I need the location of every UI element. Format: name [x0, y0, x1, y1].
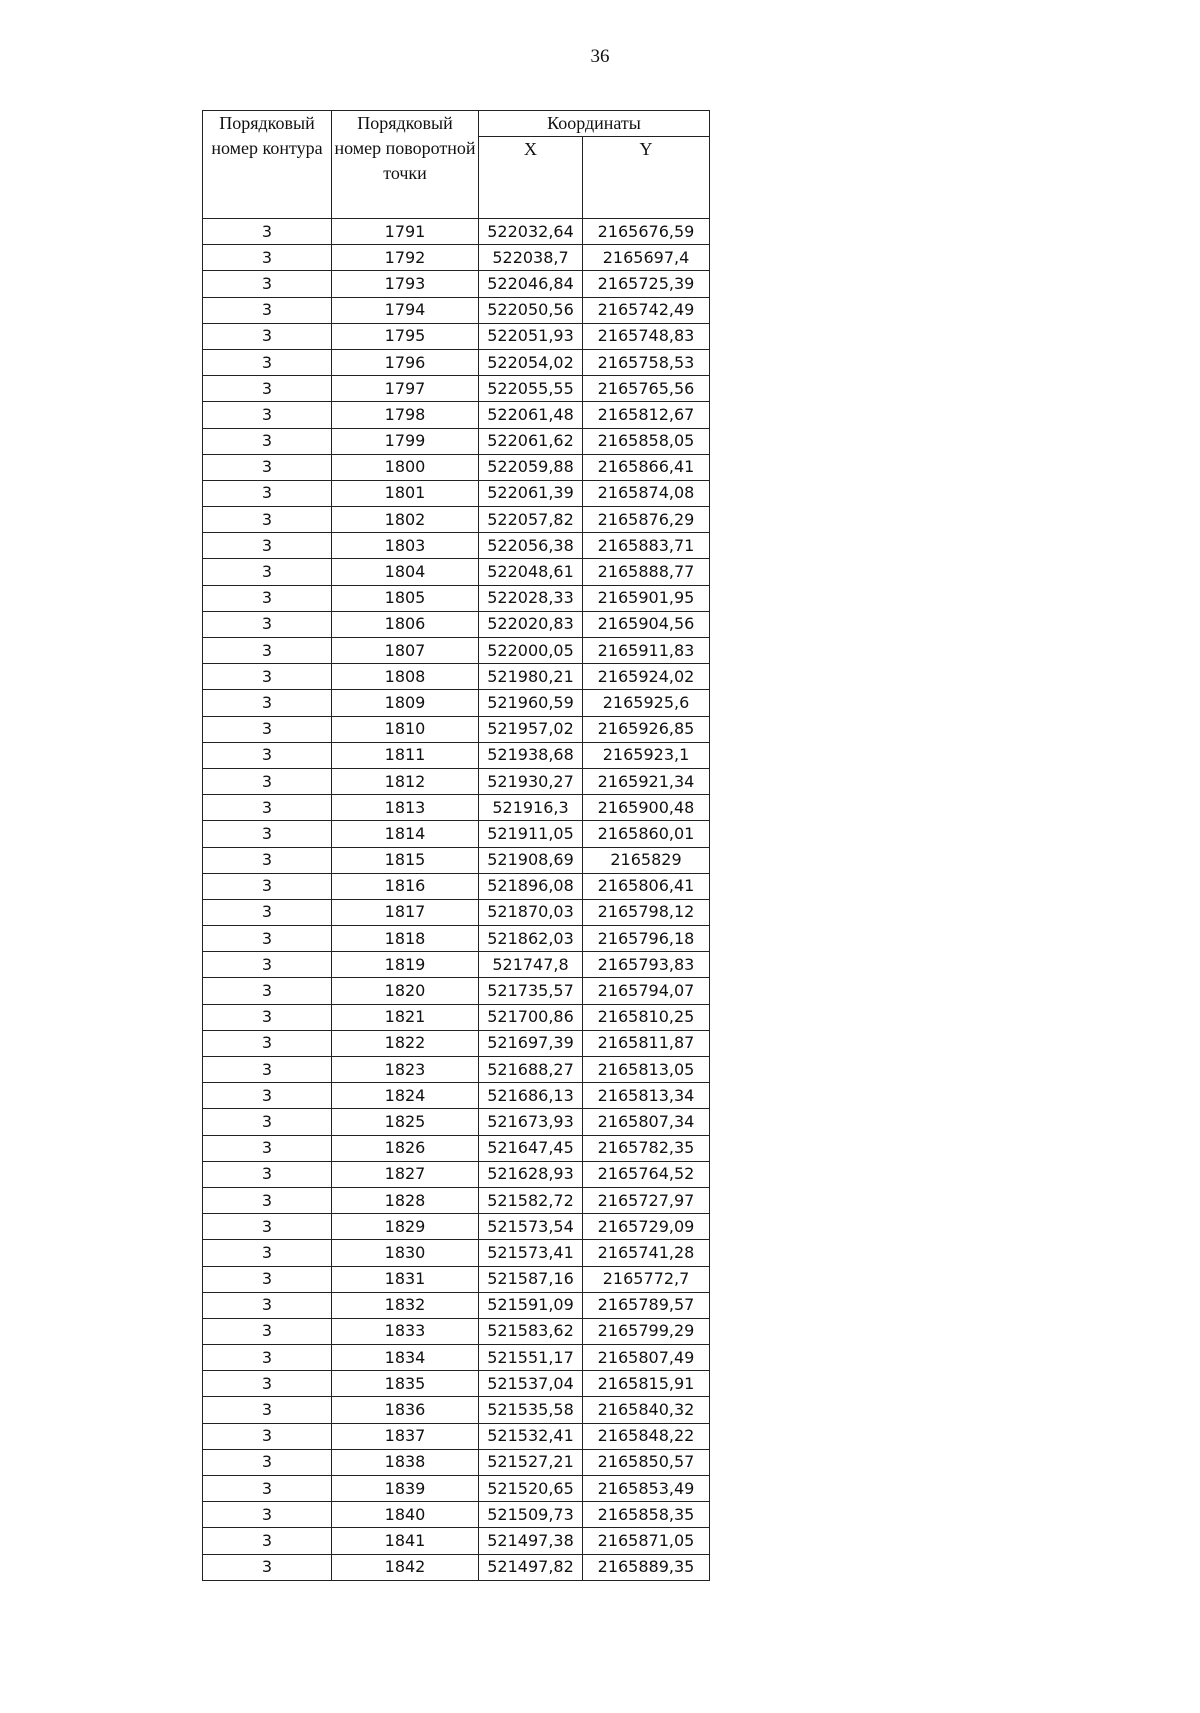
- point-number-cell: 1791: [332, 219, 479, 245]
- x-coordinate-cell: 521628,93: [479, 1161, 583, 1187]
- x-coordinate-cell: 521551,17: [479, 1345, 583, 1371]
- table-row: [203, 978, 710, 1004]
- x-coordinate-cell: 522046,84: [479, 271, 583, 297]
- contour-number-cell: 3: [203, 349, 332, 375]
- y-coordinate-cell: 2165848,22: [583, 1423, 710, 1449]
- contour-number-cell: 3: [203, 219, 332, 245]
- y-coordinate-cell: 2165911,83: [583, 638, 710, 664]
- table-row: [203, 873, 710, 899]
- x-coordinate-cell: 521896,08: [479, 873, 583, 899]
- header-y: Y: [583, 137, 710, 219]
- contour-number-cell: 3: [203, 507, 332, 533]
- x-coordinate-cell: 521497,38: [479, 1528, 583, 1554]
- contour-number-cell: 3: [203, 873, 332, 899]
- y-coordinate-cell: 2165921,34: [583, 768, 710, 794]
- x-coordinate-cell: 522056,38: [479, 533, 583, 559]
- y-coordinate-cell: 2165889,35: [583, 1554, 710, 1580]
- contour-number-cell: 3: [203, 1476, 332, 1502]
- point-number-cell: 1820: [332, 978, 479, 1004]
- table-row: [203, 585, 710, 611]
- table-row: [203, 1266, 710, 1292]
- x-coordinate-cell: 521587,16: [479, 1266, 583, 1292]
- table-row: [203, 690, 710, 716]
- point-number-cell: 1809: [332, 690, 479, 716]
- x-coordinate-cell: 521700,86: [479, 1004, 583, 1030]
- contour-number-cell: 3: [203, 402, 332, 428]
- contour-number-cell: 3: [203, 376, 332, 402]
- contour-number-cell: 3: [203, 978, 332, 1004]
- y-coordinate-cell: 2165765,56: [583, 376, 710, 402]
- point-number-cell: 1803: [332, 533, 479, 559]
- x-coordinate-cell: 522028,33: [479, 585, 583, 611]
- table-row: [203, 349, 710, 375]
- x-coordinate-cell: 521870,03: [479, 899, 583, 925]
- y-coordinate-cell: 2165866,41: [583, 454, 710, 480]
- contour-number-cell: 3: [203, 1423, 332, 1449]
- y-coordinate-cell: 2165697,4: [583, 245, 710, 271]
- point-number-cell: 1805: [332, 585, 479, 611]
- table-row: [203, 1318, 710, 1344]
- contour-number-cell: 3: [203, 1161, 332, 1187]
- table-row: [203, 664, 710, 690]
- table-row: [203, 899, 710, 925]
- x-coordinate-cell: 521583,62: [479, 1318, 583, 1344]
- contour-number-cell: 3: [203, 1502, 332, 1528]
- y-coordinate-cell: 2165741,28: [583, 1240, 710, 1266]
- point-number-cell: 1816: [332, 873, 479, 899]
- x-coordinate-cell: 521520,65: [479, 1476, 583, 1502]
- table-row: [203, 271, 710, 297]
- table-row: [203, 1423, 710, 1449]
- y-coordinate-cell: 2165798,12: [583, 899, 710, 925]
- point-number-cell: 1806: [332, 611, 479, 637]
- point-number-cell: 1832: [332, 1292, 479, 1318]
- contour-number-cell: 3: [203, 480, 332, 506]
- y-coordinate-cell: 2165860,01: [583, 821, 710, 847]
- y-coordinate-cell: 2165807,34: [583, 1109, 710, 1135]
- x-coordinate-cell: 521509,73: [479, 1502, 583, 1528]
- y-coordinate-cell: 2165858,35: [583, 1502, 710, 1528]
- table-row: [203, 1057, 710, 1083]
- x-coordinate-cell: 521916,3: [479, 795, 583, 821]
- x-coordinate-cell: 522050,56: [479, 297, 583, 323]
- point-number-cell: 1831: [332, 1266, 479, 1292]
- y-coordinate-cell: 2165811,87: [583, 1030, 710, 1056]
- x-coordinate-cell: 521980,21: [479, 664, 583, 690]
- point-number-cell: 1837: [332, 1423, 479, 1449]
- y-coordinate-cell: 2165796,18: [583, 926, 710, 952]
- y-coordinate-cell: 2165742,49: [583, 297, 710, 323]
- contour-number-cell: 3: [203, 428, 332, 454]
- table-row: [203, 507, 710, 533]
- contour-number-cell: 3: [203, 1345, 332, 1371]
- table-row: [203, 219, 710, 245]
- point-number-cell: 1795: [332, 323, 479, 349]
- x-coordinate-cell: 521582,72: [479, 1187, 583, 1213]
- y-coordinate-cell: 2165782,35: [583, 1135, 710, 1161]
- table-row: [203, 245, 710, 271]
- table-row: [203, 297, 710, 323]
- point-number-cell: 1810: [332, 716, 479, 742]
- contour-number-cell: 3: [203, 323, 332, 349]
- point-number-cell: 1797: [332, 376, 479, 402]
- table-row: [203, 1214, 710, 1240]
- y-coordinate-cell: 2165853,49: [583, 1476, 710, 1502]
- contour-number-cell: 3: [203, 297, 332, 323]
- contour-number-cell: 3: [203, 664, 332, 690]
- point-number-cell: 1842: [332, 1554, 479, 1580]
- x-coordinate-cell: 521527,21: [479, 1449, 583, 1475]
- x-coordinate-cell: 522059,88: [479, 454, 583, 480]
- point-number-cell: 1798: [332, 402, 479, 428]
- y-coordinate-cell: 2165901,95: [583, 585, 710, 611]
- contour-number-cell: 3: [203, 1214, 332, 1240]
- y-coordinate-cell: 2165799,29: [583, 1318, 710, 1344]
- table-row: [203, 1449, 710, 1475]
- table-row: [203, 1528, 710, 1554]
- table-row: [203, 926, 710, 952]
- table-row: [203, 742, 710, 768]
- contour-number-cell: 3: [203, 899, 332, 925]
- point-number-cell: 1828: [332, 1187, 479, 1213]
- contour-number-cell: 3: [203, 1528, 332, 1554]
- y-coordinate-cell: 2165725,39: [583, 271, 710, 297]
- contour-number-cell: 3: [203, 1030, 332, 1056]
- point-number-cell: 1822: [332, 1030, 479, 1056]
- point-number-cell: 1807: [332, 638, 479, 664]
- x-coordinate-cell: 521688,27: [479, 1057, 583, 1083]
- y-coordinate-cell: 2165813,05: [583, 1057, 710, 1083]
- point-number-cell: 1827: [332, 1161, 479, 1187]
- table-row: [203, 1161, 710, 1187]
- contour-number-cell: 3: [203, 1004, 332, 1030]
- x-coordinate-cell: 521591,09: [479, 1292, 583, 1318]
- contour-number-cell: 3: [203, 1057, 332, 1083]
- x-coordinate-cell: 522057,82: [479, 507, 583, 533]
- table-row: [203, 1476, 710, 1502]
- x-coordinate-cell: 521911,05: [479, 821, 583, 847]
- point-number-cell: 1840: [332, 1502, 479, 1528]
- point-number-cell: 1821: [332, 1004, 479, 1030]
- contour-number-cell: 3: [203, 1318, 332, 1344]
- point-number-cell: 1794: [332, 297, 479, 323]
- y-coordinate-cell: 2165812,67: [583, 402, 710, 428]
- x-coordinate-cell: 521862,03: [479, 926, 583, 952]
- point-number-cell: 1841: [332, 1528, 479, 1554]
- contour-number-cell: 3: [203, 585, 332, 611]
- table-row: [203, 1292, 710, 1318]
- y-coordinate-cell: 2165727,97: [583, 1187, 710, 1213]
- contour-number-cell: 3: [203, 638, 332, 664]
- contour-number-cell: 3: [203, 1554, 332, 1580]
- table-row: [203, 795, 710, 821]
- point-number-cell: 1793: [332, 271, 479, 297]
- table-body: [203, 219, 710, 1581]
- contour-number-cell: 3: [203, 611, 332, 637]
- point-number-cell: 1811: [332, 742, 479, 768]
- table-row: [203, 1083, 710, 1109]
- x-coordinate-cell: 521686,13: [479, 1083, 583, 1109]
- table-row: [203, 533, 710, 559]
- table-row: [203, 1030, 710, 1056]
- contour-number-cell: 3: [203, 926, 332, 952]
- header-coordinates: Координаты: [479, 111, 710, 137]
- x-coordinate-cell: 522054,02: [479, 349, 583, 375]
- point-number-cell: 1801: [332, 480, 479, 506]
- contour-number-cell: 3: [203, 1397, 332, 1423]
- table-row: [203, 1371, 710, 1397]
- point-number-cell: 1813: [332, 795, 479, 821]
- x-coordinate-cell: 521697,39: [479, 1030, 583, 1056]
- x-coordinate-cell: 522051,93: [479, 323, 583, 349]
- y-coordinate-cell: 2165923,1: [583, 742, 710, 768]
- point-number-cell: 1824: [332, 1083, 479, 1109]
- y-coordinate-cell: 2165772,7: [583, 1266, 710, 1292]
- x-coordinate-cell: 521930,27: [479, 768, 583, 794]
- contour-number-cell: 3: [203, 742, 332, 768]
- y-coordinate-cell: 2165876,29: [583, 507, 710, 533]
- contour-number-cell: 3: [203, 690, 332, 716]
- x-coordinate-cell: 522048,61: [479, 559, 583, 585]
- x-coordinate-cell: 522055,55: [479, 376, 583, 402]
- x-coordinate-cell: 521573,41: [479, 1240, 583, 1266]
- table-row: [203, 559, 710, 585]
- y-coordinate-cell: 2165764,52: [583, 1161, 710, 1187]
- y-coordinate-cell: 2165888,77: [583, 559, 710, 585]
- point-number-cell: 1829: [332, 1214, 479, 1240]
- y-coordinate-cell: 2165810,25: [583, 1004, 710, 1030]
- contour-number-cell: 3: [203, 533, 332, 559]
- contour-number-cell: 3: [203, 559, 332, 585]
- table-row: [203, 1554, 710, 1580]
- y-coordinate-cell: 2165924,02: [583, 664, 710, 690]
- y-coordinate-cell: 2165748,83: [583, 323, 710, 349]
- x-coordinate-cell: 521537,04: [479, 1371, 583, 1397]
- point-number-cell: 1836: [332, 1397, 479, 1423]
- table-row: [203, 1187, 710, 1213]
- x-coordinate-cell: 521532,41: [479, 1423, 583, 1449]
- table-row: [203, 716, 710, 742]
- table-row: [203, 1240, 710, 1266]
- table-row: [203, 847, 710, 873]
- x-coordinate-cell: 522061,48: [479, 402, 583, 428]
- point-number-cell: 1833: [332, 1318, 479, 1344]
- table-row: [203, 376, 710, 402]
- x-coordinate-cell: 521960,59: [479, 690, 583, 716]
- y-coordinate-cell: 2165883,71: [583, 533, 710, 559]
- y-coordinate-cell: 2165840,32: [583, 1397, 710, 1423]
- x-coordinate-cell: 521735,57: [479, 978, 583, 1004]
- y-coordinate-cell: 2165904,56: [583, 611, 710, 637]
- table-row: [203, 1004, 710, 1030]
- coordinates-table: [202, 110, 710, 1581]
- x-coordinate-cell: 521938,68: [479, 742, 583, 768]
- y-coordinate-cell: 2165925,6: [583, 690, 710, 716]
- point-number-cell: 1808: [332, 664, 479, 690]
- header-x: X: [479, 137, 583, 219]
- point-number-cell: 1800: [332, 454, 479, 480]
- contour-number-cell: 3: [203, 1083, 332, 1109]
- point-number-cell: 1802: [332, 507, 479, 533]
- y-coordinate-cell: 2165793,83: [583, 952, 710, 978]
- point-number-cell: 1826: [332, 1135, 479, 1161]
- point-number-cell: 1838: [332, 1449, 479, 1475]
- y-coordinate-cell: 2165676,59: [583, 219, 710, 245]
- y-coordinate-cell: 2165900,48: [583, 795, 710, 821]
- header-contour-number: Порядковый номер контура: [203, 111, 332, 219]
- table-row: [203, 480, 710, 506]
- contour-number-cell: 3: [203, 716, 332, 742]
- x-coordinate-cell: 522032,64: [479, 219, 583, 245]
- header-point-number: Порядковый номер поворотной точки: [332, 111, 479, 219]
- table-row: [203, 402, 710, 428]
- point-number-cell: 1835: [332, 1371, 479, 1397]
- contour-number-cell: 3: [203, 1135, 332, 1161]
- y-coordinate-cell: 2165850,57: [583, 1449, 710, 1475]
- contour-number-cell: 3: [203, 271, 332, 297]
- contour-number-cell: 3: [203, 1371, 332, 1397]
- point-number-cell: 1796: [332, 349, 479, 375]
- table-row: [203, 611, 710, 637]
- contour-number-cell: 3: [203, 1187, 332, 1213]
- contour-number-cell: 3: [203, 1266, 332, 1292]
- y-coordinate-cell: 2165807,49: [583, 1345, 710, 1371]
- page-number: 36: [590, 46, 610, 67]
- x-coordinate-cell: 521647,45: [479, 1135, 583, 1161]
- table-row: [203, 1502, 710, 1528]
- x-coordinate-cell: 522020,83: [479, 611, 583, 637]
- point-number-cell: 1819: [332, 952, 479, 978]
- contour-number-cell: 3: [203, 245, 332, 271]
- point-number-cell: 1834: [332, 1345, 479, 1371]
- table-row: [203, 454, 710, 480]
- table-row: [203, 1345, 710, 1371]
- y-coordinate-cell: 2165806,41: [583, 873, 710, 899]
- point-number-cell: 1792: [332, 245, 479, 271]
- y-coordinate-cell: 2165858,05: [583, 428, 710, 454]
- x-coordinate-cell: 521957,02: [479, 716, 583, 742]
- point-number-cell: 1814: [332, 821, 479, 847]
- contour-number-cell: 3: [203, 1240, 332, 1266]
- y-coordinate-cell: 2165926,85: [583, 716, 710, 742]
- x-coordinate-cell: 521573,54: [479, 1214, 583, 1240]
- contour-number-cell: 3: [203, 1292, 332, 1318]
- x-coordinate-cell: 521673,93: [479, 1109, 583, 1135]
- x-coordinate-cell: 521497,82: [479, 1554, 583, 1580]
- contour-number-cell: 3: [203, 454, 332, 480]
- point-number-cell: 1812: [332, 768, 479, 794]
- y-coordinate-cell: 2165729,09: [583, 1214, 710, 1240]
- table-row: [203, 323, 710, 349]
- table-row: [203, 1397, 710, 1423]
- contour-number-cell: 3: [203, 795, 332, 821]
- point-number-cell: 1804: [332, 559, 479, 585]
- contour-number-cell: 3: [203, 1449, 332, 1475]
- table-row: [203, 638, 710, 664]
- x-coordinate-cell: 522061,62: [479, 428, 583, 454]
- y-coordinate-cell: 2165758,53: [583, 349, 710, 375]
- table-row: [203, 768, 710, 794]
- table-row: [203, 1135, 710, 1161]
- contour-number-cell: 3: [203, 952, 332, 978]
- point-number-cell: 1799: [332, 428, 479, 454]
- contour-number-cell: 3: [203, 768, 332, 794]
- contour-number-cell: 3: [203, 847, 332, 873]
- x-coordinate-cell: 522000,05: [479, 638, 583, 664]
- table-row: [203, 1109, 710, 1135]
- x-coordinate-cell: 521747,8: [479, 952, 583, 978]
- x-coordinate-cell: 521908,69: [479, 847, 583, 873]
- x-coordinate-cell: 522061,39: [479, 480, 583, 506]
- table-row: [203, 952, 710, 978]
- point-number-cell: 1825: [332, 1109, 479, 1135]
- contour-number-cell: 3: [203, 821, 332, 847]
- y-coordinate-cell: 2165789,57: [583, 1292, 710, 1318]
- y-coordinate-cell: 2165794,07: [583, 978, 710, 1004]
- x-coordinate-cell: 521535,58: [479, 1397, 583, 1423]
- y-coordinate-cell: 2165813,34: [583, 1083, 710, 1109]
- y-coordinate-cell: 2165871,05: [583, 1528, 710, 1554]
- y-coordinate-cell: 2165829: [583, 847, 710, 873]
- point-number-cell: 1830: [332, 1240, 479, 1266]
- x-coordinate-cell: 522038,7: [479, 245, 583, 271]
- point-number-cell: 1815: [332, 847, 479, 873]
- table-row: [203, 428, 710, 454]
- y-coordinate-cell: 2165874,08: [583, 480, 710, 506]
- point-number-cell: 1839: [332, 1476, 479, 1502]
- point-number-cell: 1817: [332, 899, 479, 925]
- table-row: [203, 821, 710, 847]
- point-number-cell: 1818: [332, 926, 479, 952]
- table-header: [203, 111, 710, 219]
- y-coordinate-cell: 2165815,91: [583, 1371, 710, 1397]
- point-number-cell: 1823: [332, 1057, 479, 1083]
- contour-number-cell: 3: [203, 1109, 332, 1135]
